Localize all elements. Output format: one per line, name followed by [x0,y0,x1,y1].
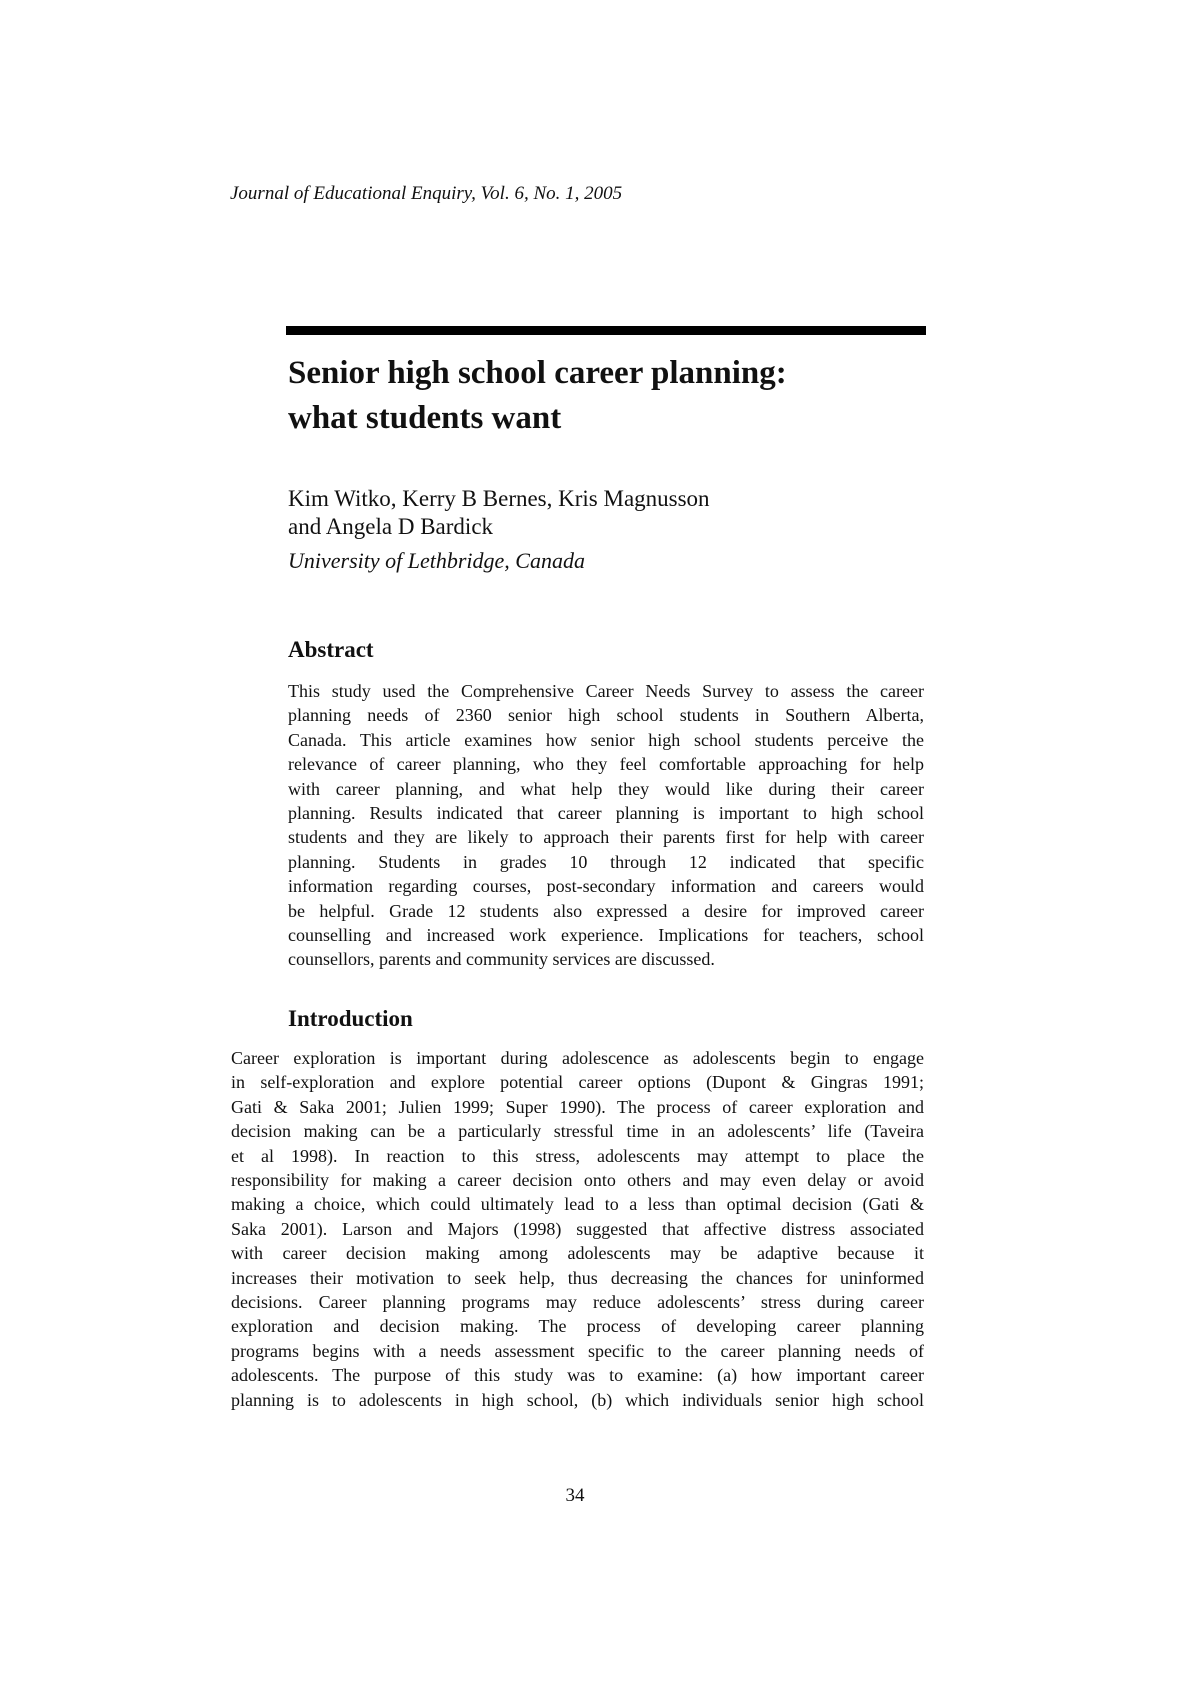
abstract-heading: Abstract [288,637,374,662]
text-line: et al 1998). In reaction to this stress, adolescents may attempt to place the [231,1145,924,1166]
text-line: Saka 2001). Larson and Majors (1998) suggested that affective distress associated [231,1218,924,1239]
text-line: programs begins with a needs assessment specific to the career planning needs of [231,1340,924,1361]
text-line: information regarding courses, post-secondary information and careers would [288,876,924,897]
text-line: students and they are likely to approach their parents first for help with career [288,827,924,848]
text-line: adolescents. The purpose of this study was to examine: (a) how important career [231,1365,924,1386]
text-line: Canada. This article examines how senior high school students perceive the [288,729,924,750]
text-line: counselling and increased work experience. Implications for teachers, school [288,925,924,946]
page-number: 34 [565,1485,585,1506]
text-line: decision making can be a particularly stressful time in an adolescents’ life (Taveira [231,1121,924,1142]
text-line: with career decision making among adolescents may be adaptive because it [231,1243,924,1264]
text-line: Career exploration is important during adolescence as adolescents begin to engage [231,1048,924,1068]
text-line: counsellors, parents and community services are discussed. [288,949,715,970]
text-line: relevance of career planning, who they feel comfortable approaching for help [288,754,924,775]
introduction-heading: Introduction [288,1006,413,1031]
text-line: decisions. Career planning programs may reduce adolescents’ stress during career [231,1292,924,1313]
author-list [288,485,928,541]
article-title [288,351,928,441]
title-line: what students want [288,400,562,436]
text-line: responsibility for making a career decision onto others and may even delay or avoid [231,1170,924,1191]
title-rule [286,326,926,335]
text-line: planning needs of 2360 senior high school students in Southern Alberta, [288,705,924,726]
text-line: increases their motivation to seek help, thus decreasing the chances for uninformed [231,1267,924,1288]
running-head: Journal of Educational Enquiry, Vol. 6, No. 1, 2005 [230,183,623,204]
affiliation: University of Lethbridge, Canada [288,548,585,573]
text-line: exploration and decision making. The process of developing career planning [231,1316,924,1337]
text-line: with career planning, and what help they would like during their career [288,778,924,799]
author-line: Kim Witko, Kerry B Bernes, Kris Magnusson [288,486,710,511]
text-line: planning. Students in grades 10 through 12 indicated that specific [288,851,924,872]
title-line: Senior high school career planning: [288,355,787,391]
author-line: and Angela D Bardick [288,514,494,539]
text-line: planning is to adolescents in high school, (b) which individuals senior high school [231,1389,924,1410]
text-line: in self-exploration and explore potential career options (Dupont & Gingras 1991; [231,1072,924,1093]
abstract-body [288,679,924,972]
text-line: be helpful. Grade 12 students also expressed a desire for improved career [288,900,924,921]
text-line: This study used the Comprehensive Career Needs Survey to assess the career [288,681,924,701]
introduction-body [231,1046,924,1412]
text-line: making a choice, which could ultimately lead to a less than optimal decision (Gati & [231,1194,924,1215]
text-line: planning. Results indicated that career planning is important to high school [288,803,924,824]
text-line: Gati & Saka 2001; Julien 1999; Super 1990). The process of career exploration and [231,1096,924,1117]
